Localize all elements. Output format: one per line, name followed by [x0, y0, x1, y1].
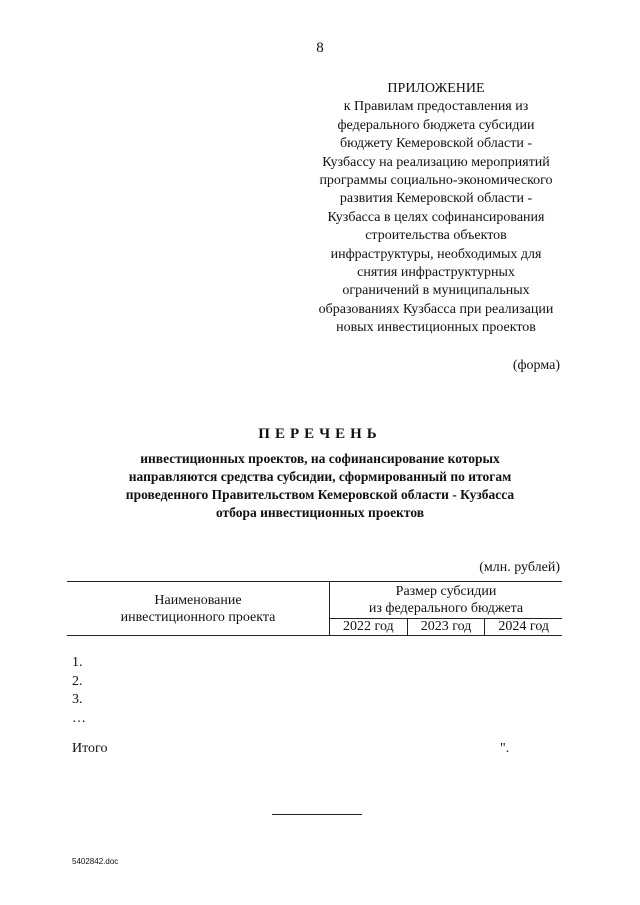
year-header-2022: 2022 год [330, 619, 408, 636]
subtitle-line: направляются средства субсидии, сформированный по итогам [128, 469, 512, 484]
appendix-line: к Правилам предоставления из [343, 99, 529, 115]
appendix-line: бюджету Кемеровской области - [339, 136, 532, 152]
appendix-line: Кузбасса в целях софинансирования [327, 209, 545, 225]
form-label: (форма) [512, 358, 560, 373]
appendix-line: снятия инфраструктурных [357, 265, 515, 281]
subsidy-header-line: из федерального бюджета [368, 601, 524, 616]
appendix-line: инфраструктуры, необходимых для [330, 246, 542, 262]
project-name-header [67, 582, 330, 636]
appendix-line: развития Кемеровской области - [339, 191, 533, 207]
project-name-header-line: инвестиционного проекта [120, 609, 276, 625]
file-id: 5402842.doc [72, 857, 119, 866]
appendix-line: федерального бюджета субсидии [337, 117, 535, 133]
subsidy-header-line: Размер субсидии [395, 584, 497, 599]
row-ellipsis: … [72, 710, 86, 726]
list-title: ПЕРЕЧЕНЬ [258, 426, 382, 442]
list-subtitle [80, 450, 560, 522]
separator-line [272, 814, 362, 815]
appendix-title: ПРИЛОЖЕНИЕ [387, 81, 485, 96]
subtitle-line: инвестиционных проектов, на софинансирование которых [140, 451, 500, 466]
project-name-header-line: Наименование [154, 592, 242, 608]
appendix-line: ограничений в муниципальных [342, 283, 530, 299]
appendix-line: Кузбассу на реализацию мероприятий [322, 154, 550, 170]
appendix-line: образованиях Кузбасса при реализации [318, 301, 554, 317]
year-header-2024: 2024 год [485, 619, 562, 636]
appendix-line: строительства объектов [365, 228, 507, 244]
project-rows [72, 654, 86, 728]
appendix-block [292, 80, 580, 338]
row-number: 1. [72, 655, 83, 670]
row-number: 3. [72, 692, 83, 707]
units-label: (млн. рублей) [479, 560, 560, 575]
total-label: Итого [72, 741, 108, 756]
subtitle-line: отбора инвестиционных проектов [215, 505, 425, 520]
subtitle-line: проведенного Правительством Кемеровской области - Кузбасса [125, 487, 515, 502]
closing-quote: ". [500, 741, 510, 756]
page-number: 8 [316, 40, 324, 56]
subsidy-header [330, 582, 563, 619]
appendix-line: программы социально-экономического [319, 173, 553, 189]
projects-table-header [67, 581, 562, 636]
year-header-2023: 2023 год [407, 619, 485, 636]
appendix-line: новых инвестиционных проектов [336, 320, 536, 336]
row-number: 2. [72, 673, 83, 689]
